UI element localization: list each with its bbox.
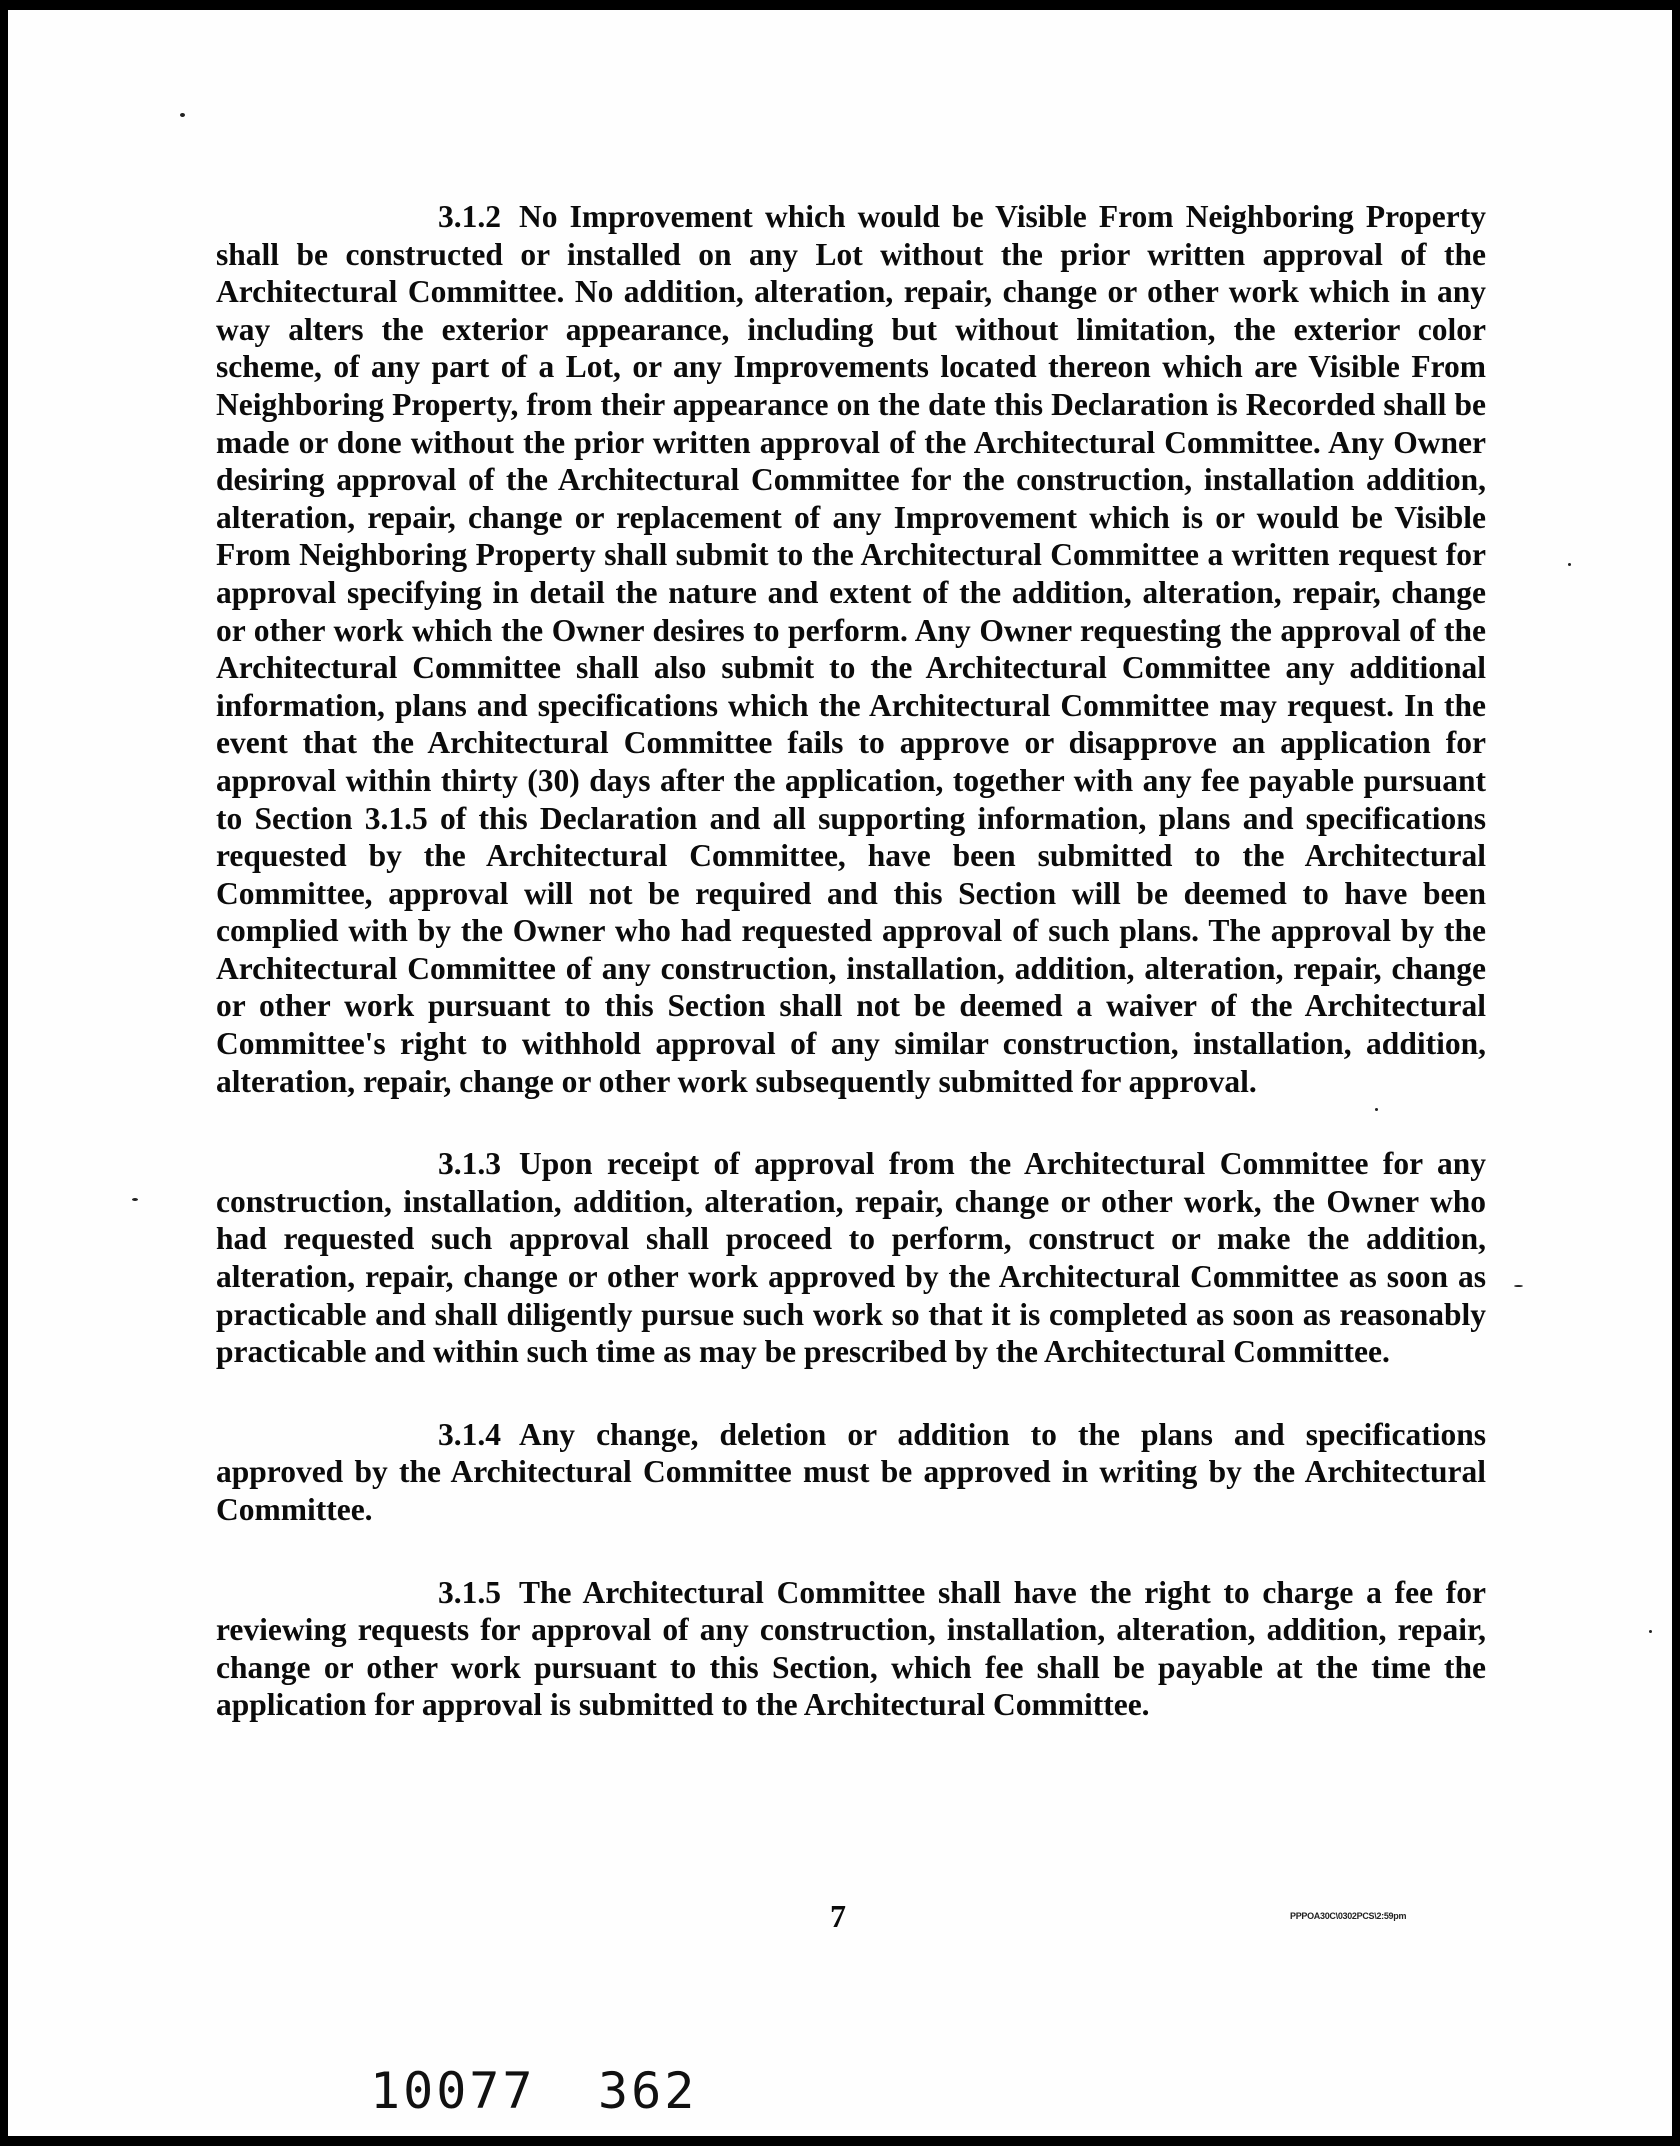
scan-speck [132, 1198, 138, 1201]
recording-book-number: 10077 [370, 2062, 536, 2120]
document-body [216, 198, 1486, 1724]
section-text: Any change, deletion or addition to the plans and specifications approved by the Architectural Committee must be approved in writing by the Architectural Committee. [216, 1416, 1486, 1527]
scan-speck [1568, 563, 1571, 566]
page-number: 7 [830, 1898, 846, 1934]
section-text: No Improvement which would be Visible From Neighboring Property shall be constructed or installed on any Lot without the prior written approval of the Architectural Committee. No addition, alteration, repair, change or other work which in any way alters the exterior appearance, including but without limitation, the exterior color scheme, of any part of a Lot, or any Improvements located thereon which are Visible From Neighboring Property, from their appearance on the date this Declaration is Recorded shall be made or done without the prior written approval of the Architectural Committee. Any Owner desiring approval of the Architectural Committee for the construction, installation addition, alteration, repair, change or replacement of any Improvement which is or would be Visible From Neighboring Property shall submit to the Architectural Committee a written request for approval specifying in detail the nature and extent of the addition, alteration, repair, change or other work which the Owner desires to perform. Any Owner requesting the approval of the Architectural Committee shall also submit to the Architectural Committee any additional information, plans and specifications which the Architectural Committee may request. In the event that the Architectural Committee fails to approve or disapprove an application for approval within thirty (30) days after the application, together with any fee payable pursuant to Section 3.1.5 of this Declaration and all supporting information, plans and specifications requested by the Architectural Committee, have been submitted to the Architectural Committee, approval will not be required and this Section will be deemed to have been complied with by the Owner who had requested approval of such plans. The approval by the Architectural Committee of any construction, installation, addition, alteration, repair, change or other work pursuant to this Section shall not be deemed a waiver of the Architectural Committee's right to withhold approval of any similar construction, installation, addition, alteration, repair, change or other work subsequently submitted for approval. [216, 199, 1486, 1099]
section-text: The Architectural Committee shall have the right to charge a fee for reviewing requests for approval of any construction, installation, alteration, addition, repair, change or other work pursuant to this Section, which fee shall be payable at the time the application for approval is submitted to the Architectural Committee. [216, 1574, 1486, 1723]
recording-page-number: 362 [598, 2062, 698, 2120]
section-3-1-5 [216, 1574, 1486, 1724]
section-3-1-4 [216, 1416, 1486, 1529]
section-text: Upon receipt of approval from the Architectural Committee for any construction, installation, addition, alteration, repair, change or other work, the Owner who had requested such approval shall proceed to perform, construct or make the addition, alteration, repair, change or other work approved by the Architectural Committee as soon as practicable and shall diligently pursue such work so that it is completed as soon as reasonably practicable and within such time as may be prescribed by the Architectural Committee. [216, 1146, 1486, 1370]
scan-speck [180, 113, 185, 117]
document-page [8, 10, 1672, 2136]
section-number: 3.1.3 [438, 1146, 501, 1182]
scan-speck [1514, 1285, 1523, 1287]
section-3-1-2 [216, 198, 1486, 1100]
scan-speck [1649, 1630, 1652, 1633]
section-3-1-3 [216, 1145, 1486, 1371]
scan-speck [1375, 1108, 1378, 1111]
section-number: 3.1.5 [438, 1574, 501, 1610]
section-number: 3.1.2 [438, 199, 501, 234]
section-number: 3.1.4 [438, 1416, 501, 1452]
document-code: PPPOA30C\0302PCS\2:59pm [1290, 1911, 1407, 1921]
